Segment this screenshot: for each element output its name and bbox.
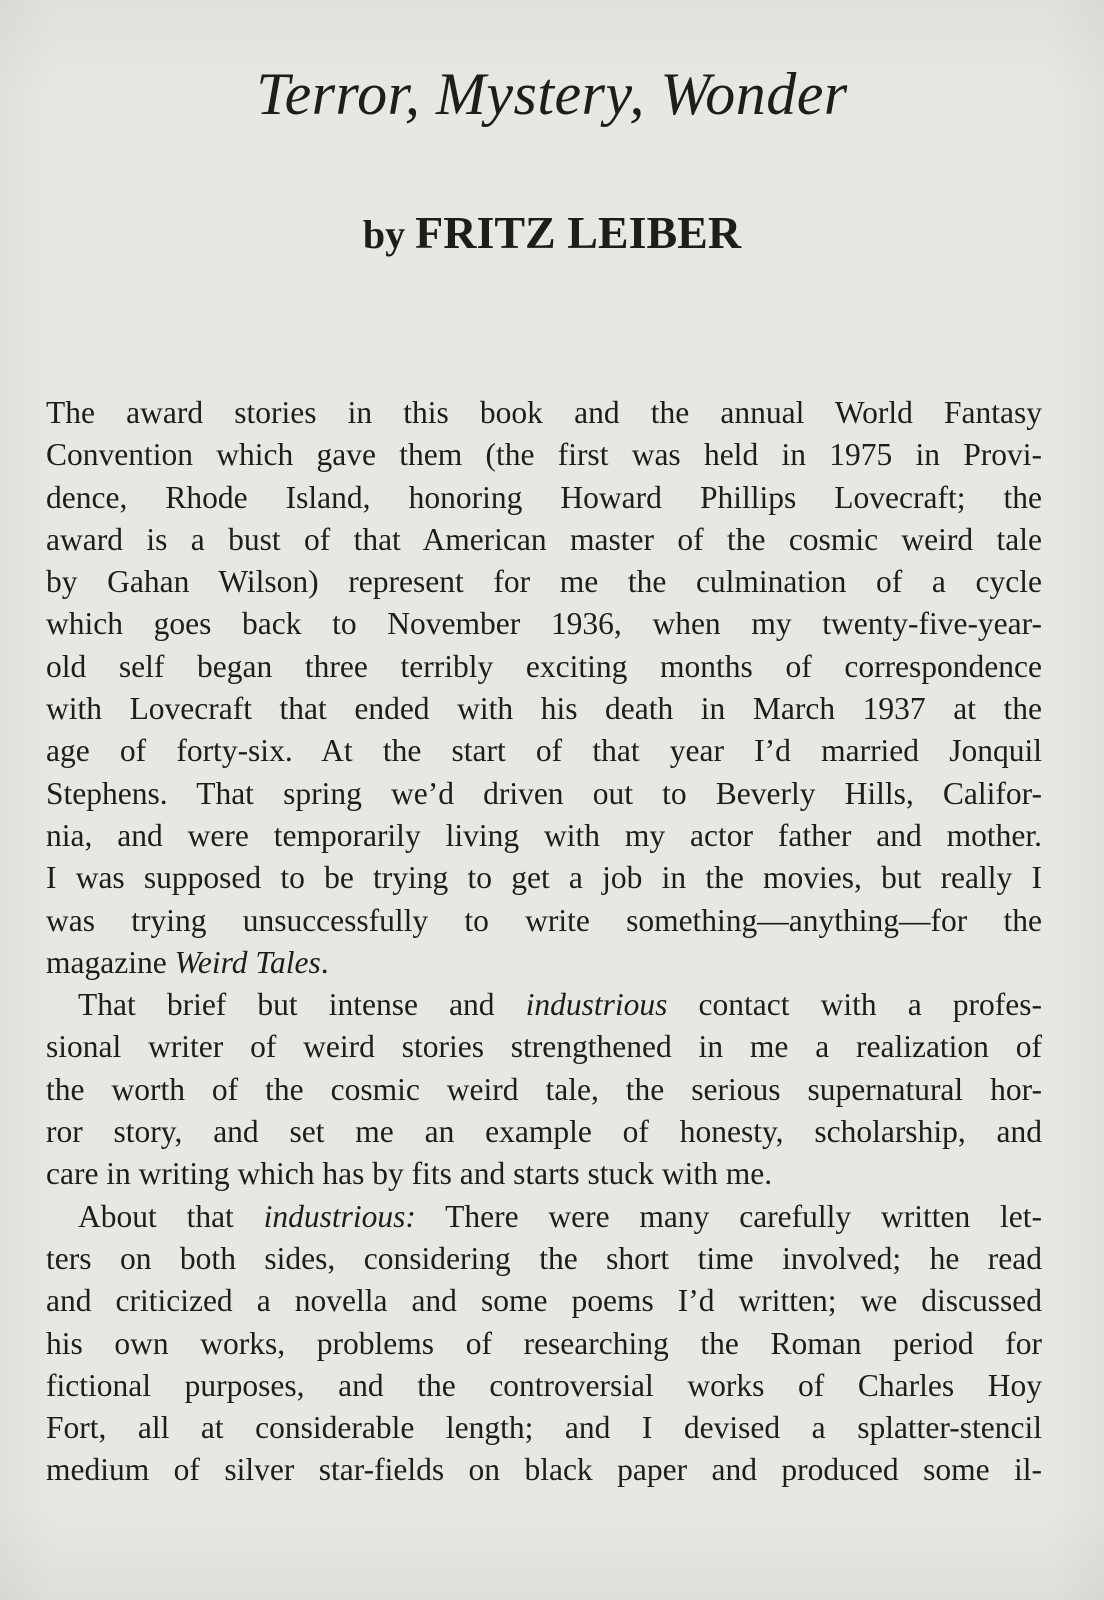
text-line: Stephens. That spring we’d driven out to Beverly Hills, Califor-: [46, 775, 1042, 811]
text-span: .: [320, 944, 329, 980]
text-line: nia, and were temporarily living with my actor father and mother.: [46, 817, 1042, 853]
author-name: FRITZ LEIBER: [415, 207, 742, 258]
italic-word-industrious: industrious: [525, 987, 668, 1023]
paragraph-2: [46, 984, 1042, 1195]
text-line: dence, Rhode Island, honoring Howard Phillips Lovecraft; the: [46, 479, 1042, 515]
text-line: care in writing which has by fits and starts stuck with me.: [46, 1156, 773, 1192]
italic-title-weird-tales: Weird Tales: [174, 944, 321, 980]
text-span: About that: [78, 1198, 264, 1234]
text-line: was trying unsuccessfully to write something—anything—for the: [46, 902, 1042, 938]
body-text: [46, 392, 1042, 1492]
text-line: ters on both sides, considering the short time involved; he read: [46, 1240, 1042, 1276]
text-line: sional writer of weird stories strengthened in me a realization of: [46, 1029, 1042, 1065]
text-line: medium of silver star-fields on black paper and produced some il-: [46, 1452, 1042, 1488]
italic-word-industrious: industrious:: [263, 1198, 416, 1234]
text-line: ror story, and set me an example of honesty, scholarship, and: [46, 1114, 1042, 1150]
byline: [0, 200, 1104, 268]
text-line: [46, 984, 1042, 1026]
paragraph-1: [46, 392, 1042, 984]
text-line: and criticized a novella and some poems I’d written; we discussed: [46, 1283, 1042, 1319]
text-line: age of forty-six. At the start of that year I’d married Jonquil: [46, 733, 1042, 769]
text-line: which goes back to November 1936, when my twenty-five-year-: [46, 606, 1042, 642]
text-line: old self began three terribly exciting months of correspondence: [46, 648, 1042, 684]
text-line: Fort, all at considerable length; and I devised a splatter-stencil: [46, 1410, 1042, 1446]
byline-by: by: [362, 212, 406, 257]
text-line: [46, 942, 1042, 984]
chapter-title: Terror, Mystery, Wonder: [256, 61, 848, 127]
text-line: I was supposed to be trying to get a job in the movies, but really I: [46, 860, 1042, 896]
text-line: fictional purposes, and the controversial works of Charles Hoy: [46, 1367, 1042, 1403]
text-line: by Gahan Wilson) represent for me the culmination of a cycle: [46, 564, 1042, 600]
text-span: magazine: [46, 944, 175, 980]
text-line: Convention which gave them (the first was held in 1975 in Provi-: [46, 437, 1042, 473]
text-line: award is a bust of that American master of the cosmic weird tale: [46, 521, 1042, 557]
paragraph-3: [46, 1196, 1042, 1492]
text-line: with Lovecraft that ended with his death in March 1937 at the: [46, 691, 1042, 727]
text-line: The award stories in this book and the annual World Fantasy: [46, 395, 1042, 430]
text-line: [46, 1196, 1042, 1238]
text-span: There were many carefully written let-: [415, 1198, 1042, 1234]
text-line: his own works, problems of researching the Roman period for: [46, 1325, 1042, 1361]
text-span: contact with a profes-: [667, 987, 1042, 1023]
text-span: That brief but intense and: [78, 987, 526, 1023]
text-line: the worth of the cosmic weird tale, the serious supernatural hor-: [46, 1071, 1042, 1107]
